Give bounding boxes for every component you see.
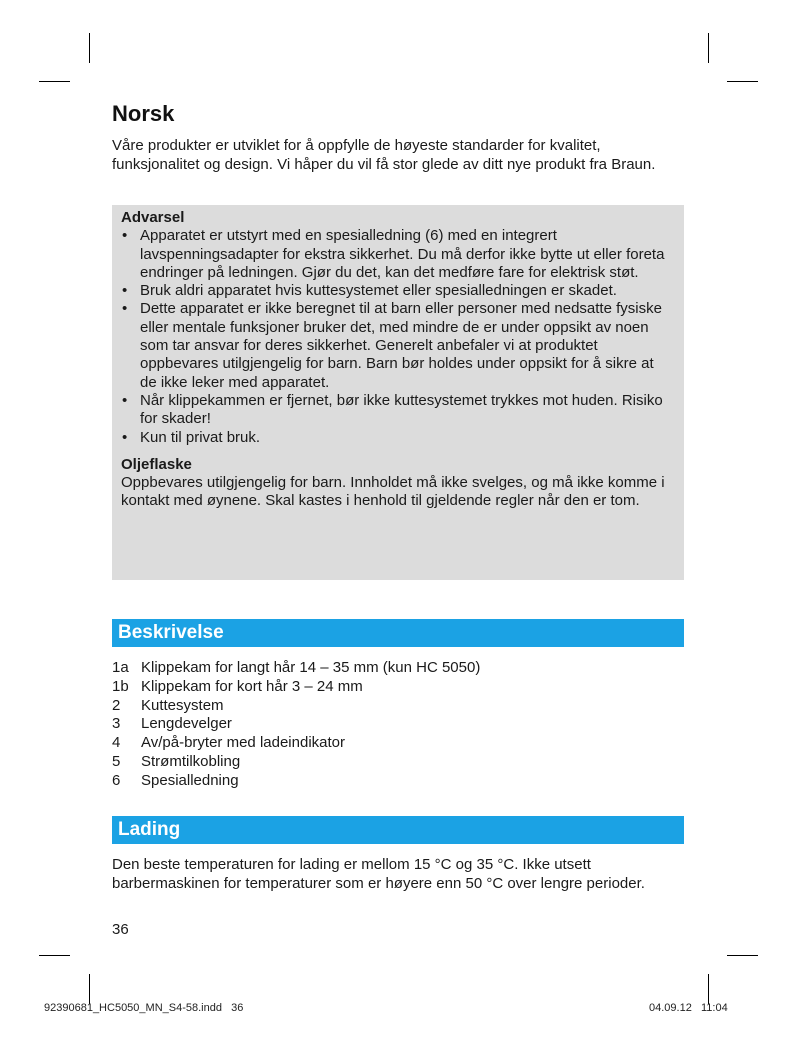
bullet-icon: • (122, 227, 128, 245)
oil-bottle-text: Oppbevares utilgjengelig for barn. Innholdet må ikke svelges, og må ikke komme i kontakt med øynene. Skal kastes i henhold til gjeldende regler når den er tom. (121, 474, 665, 510)
crop-mark-bottom-right-horizontal (727, 955, 758, 956)
item-number: 4 (112, 734, 121, 752)
list-item (112, 697, 687, 716)
bullet-icon: • (122, 428, 128, 446)
list-item (112, 753, 687, 772)
warning-item-text: Når klippekammen er fjernet, bør ikke kuttesystemet trykkes mot huden. Risiko for skader! (140, 391, 663, 428)
crop-mark-bottom-left-vertical (89, 974, 90, 1004)
oil-bottle-heading: Oljeflaske (121, 455, 192, 473)
item-text: Strømtilkobling (141, 752, 241, 770)
description-list (112, 659, 687, 791)
warning-item-text: Apparatet er utstyrt med en spesialledning (6) med en integrert lavspenningsadapter for ekstra sikkerhet. Du må derfor ikke bytte ut eller foreta endringer på ledningen. Gjør du det, kan det medføre fare for elektrisk støt. (140, 227, 665, 281)
warning-item (121, 300, 674, 391)
list-item (112, 734, 687, 753)
warning-item-text: Kun til privat bruk. (140, 428, 261, 446)
crop-mark-bottom-right-vertical (708, 974, 709, 1004)
list-item (112, 715, 687, 734)
item-text: Klippekam for langt hår 14 – 35 mm (kun HC 5050) (141, 659, 481, 676)
charging-section-header: Lading (112, 816, 684, 844)
warning-item (121, 282, 674, 300)
intro-paragraph: Våre produkter er utviklet for å oppfylle de høyeste standarder for kvalitet, funksjonalitet og design. Vi håper du vil få stor glede av ditt nye produkt fra Braun. (112, 137, 656, 173)
page-number: 36 (112, 921, 129, 938)
item-text: Kuttesystem (141, 696, 224, 714)
bullet-icon: • (122, 282, 128, 300)
item-text: Lengdevelger (141, 715, 232, 733)
item-number: 5 (112, 752, 121, 770)
warning-item (121, 227, 674, 282)
item-number: 6 (112, 771, 121, 789)
crop-mark-top-left-horizontal (39, 81, 70, 82)
charging-paragraph: Den beste temperaturen for lading er mellom 15 °C og 35 °C. Ikke utsett barbermaskinen for temperaturer som er høyere enn 50 °C over lengre perioder. (112, 856, 645, 892)
crop-mark-top-left-vertical (89, 33, 90, 63)
item-text: Spesialledning (141, 771, 239, 789)
crop-mark-bottom-left-horizontal (39, 955, 70, 956)
warning-list (121, 227, 674, 447)
item-text: Av/på-bryter med ladeindikator (141, 734, 345, 752)
list-item (112, 678, 687, 697)
warning-box (112, 205, 684, 580)
item-number: 1b (112, 677, 129, 695)
warning-item-text: Bruk aldri apparatet hvis kuttesystemet eller spesialledningen er skadet. (140, 282, 617, 300)
item-text: Klippekam for kort hår 3 – 24 mm (141, 677, 363, 695)
crop-mark-top-right-horizontal (727, 81, 758, 82)
slug-datetime: 04.09.12 11:04 (649, 1002, 728, 1014)
list-item (112, 659, 687, 678)
warning-heading: Advarsel (121, 209, 185, 226)
bullet-icon: • (122, 391, 128, 409)
item-number: 3 (112, 715, 121, 733)
warning-item-text: Dette apparatet er ikke beregnet til at barn eller personer med nedsatte fysiske eller mentale funksjoner bruker det, med mindre de er under oppsikt av noen som tar ansvar for deres sikkerhet. Generelt anbefaler vi at produktet oppbevares utilgjengelig for barn. Barn bør holdes under oppsikt for å sikre at de ikke leker med apparatet. (140, 300, 662, 391)
item-number: 2 (112, 696, 121, 714)
description-section-header: Beskrivelse (112, 619, 684, 647)
page-title: Norsk (112, 101, 175, 126)
list-item (112, 772, 687, 791)
crop-mark-top-right-vertical (708, 33, 709, 63)
item-number: 1a (112, 659, 129, 676)
slug-file-info: 92390681_HC5050_MN_S4-58.indd 36 (44, 1002, 244, 1014)
warning-item (121, 392, 674, 429)
bullet-icon: • (122, 300, 128, 318)
warning-item (121, 429, 674, 447)
